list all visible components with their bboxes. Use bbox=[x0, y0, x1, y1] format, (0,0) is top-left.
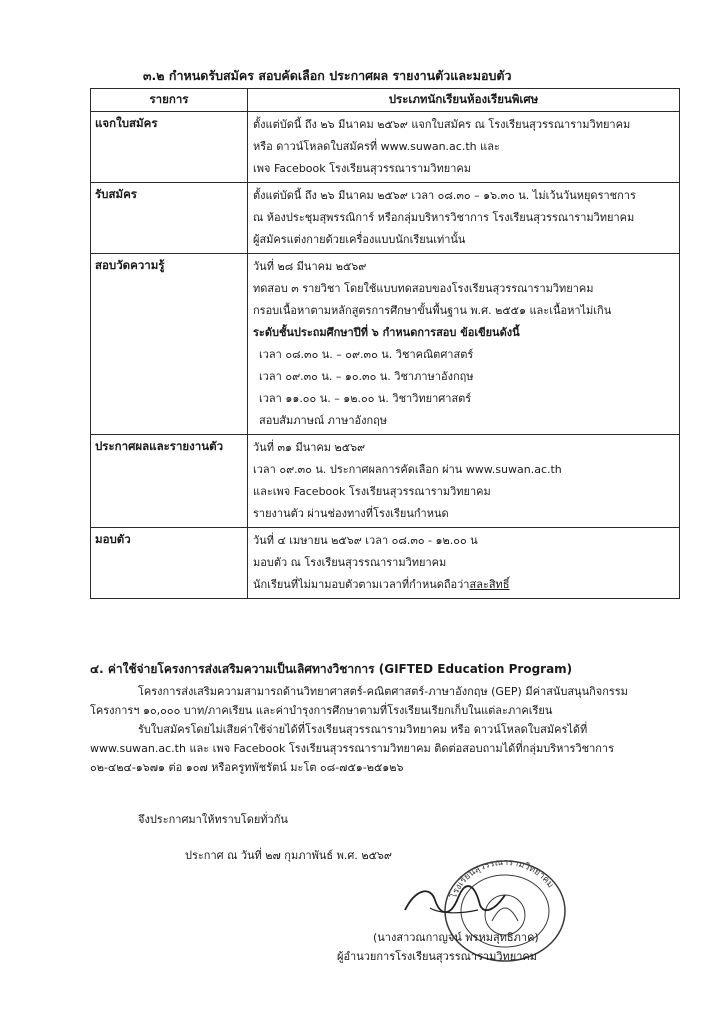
row-item-label: แจกใบสมัคร bbox=[91, 112, 248, 183]
detail-line: ตั้งแต่บัดนี้ ถึง ๒๖ มีนาคม ๒๕๖๙ แจกใบสมัคร ณ โรงเรียนสุวรรณารามวิทยาคม bbox=[253, 118, 631, 131]
detail-line: วันที่ ๔ เมษายน ๒๕๖๙ เวลา ๐๘.๓๐ - ๑๒.๐๐ น bbox=[253, 534, 478, 547]
detail-line: เวลา ๐๙.๓๐ น. ประกาศผลการคัดเลือก ผ่าน www.suwan.ac.th bbox=[253, 463, 562, 476]
header-detail: ประเภทนักเรียนห้องเรียนพิเศษ bbox=[248, 89, 680, 112]
exam-slot: เวลา ๐๙.๓๐ น. – ๑๐.๓๐ น. วิชาภาษาอังกฤษ bbox=[259, 370, 474, 383]
signature-icon bbox=[400, 880, 510, 925]
row-detail bbox=[248, 435, 680, 528]
table-row bbox=[91, 254, 680, 435]
schedule-table bbox=[90, 88, 680, 599]
detail-line: วันที่ ๓๑ มีนาคม ๒๕๖๙ bbox=[253, 441, 366, 454]
exam-slot: สอบสัมภาษณ์ ภาษาอังกฤษ bbox=[259, 414, 388, 427]
detail-line: เพจ Facebook โรงเรียนสุวรรณารามวิทยาคม bbox=[253, 162, 472, 175]
header-item: รายการ bbox=[91, 89, 248, 112]
row-item-label: สอบวัดความรู้ bbox=[91, 254, 248, 435]
detail-line-forfeit bbox=[253, 574, 675, 596]
detail-line: รายงานตัว ผ่านช่องทางที่โรงเรียนกำหนด bbox=[253, 507, 449, 520]
signer-title: ผู้อำนวยการโรงเรียนสุวรรณารามวิทยาคม bbox=[337, 950, 538, 963]
announcement-date: ประกาศ ณ วันที่ ๒๗ กุมภาพันธ์ พ.ศ. ๒๕๖๙ bbox=[185, 849, 392, 862]
forfeit-emphasis: สละสิทธิ์ bbox=[469, 578, 510, 591]
para-line: www.suwan.ac.th และ เพจ Facebook โรงเรียนสุวรรณารามวิทยาคม ติดต่อสอบถามได้ที่กลุ่มบริหารวิชาการ bbox=[90, 742, 615, 755]
exam-slot: เวลา ๑๑.๐๐ น. – ๑๒.๐๐ น. วิชาวิทยาศาสตร์ bbox=[259, 392, 472, 405]
table-row bbox=[91, 528, 680, 599]
row-item-label: มอบตัว bbox=[91, 528, 248, 599]
table-header-row bbox=[91, 89, 680, 112]
detail-line: ผู้สมัครแต่งกายด้วยเครื่องแบบนักเรียนเท่านั้น bbox=[253, 233, 466, 246]
row-detail bbox=[248, 183, 680, 254]
section-3-2-title: ๓.๒ กำหนดรับสมัคร สอบคัดเลือก ประกาศผล รายงานตัวและมอบตัว bbox=[143, 68, 512, 83]
forfeit-prefix: นักเรียนที่ไม่มามอบตัวตามเวลาที่กำหนดถือว่า bbox=[253, 578, 470, 591]
para-line: ๐๒-๔๒๔-๑๖๗๑ ต่อ ๑๐๗ หรือครูทพัชรัตน์ มะโต ๐๘-๗๕๑-๒๕๑๒๖ bbox=[90, 761, 404, 774]
detail-line: ทดสอบ ๓ รายวิชา โดยใช้แบบทดสอบของโรงเรียนสุวรรณารามวิทยาคม bbox=[253, 282, 594, 295]
para-line: รับใบสมัครโดยไม่เสียค่าใช้จ่ายได้ที่โรงเรียนสุวรรณารามวิทยาคม หรือ ดาวน์โหลดใบสมัครได้ที่ bbox=[138, 723, 588, 736]
row-item-label: ประกาศผลและรายงานตัว bbox=[91, 435, 248, 528]
detail-line: มอบตัว ณ โรงเรียนสุวรรณารามวิทยาคม bbox=[253, 556, 447, 569]
table-row bbox=[91, 183, 680, 254]
announcement-closing: จึงประกาศมาให้ทราบโดยทั่วกัน bbox=[138, 813, 288, 826]
row-detail bbox=[248, 112, 680, 183]
detail-line: กรอบเนื้อหาตามหลักสูตรการศึกษาขั้นพื้นฐาน พ.ศ. ๒๕๕๑ และเนื้อหาไม่เกิน bbox=[253, 304, 612, 317]
section-4-paragraph-2 bbox=[90, 720, 614, 777]
detail-line: ระดับชั้นประถมศึกษาปีที่ ๖ กำหนดการสอบ ข้อเขียนดังนี้ bbox=[253, 326, 520, 339]
row-item-label: รับสมัคร bbox=[91, 183, 248, 254]
table-row bbox=[91, 112, 680, 183]
para-line: โครงการฯ ๑๐,๐๐๐ บาท/ภาคเรียน และค่าบำรุงการศึกษาตามที่โรงเรียนเรียกเก็บในแต่ละภาคเรียน bbox=[90, 704, 553, 717]
row-detail bbox=[248, 254, 680, 435]
section-4-title: ๔. ค่าใช้จ่ายโครงการส่งเสริมความเป็นเลิศทางวิชาการ (GIFTED Education Program) bbox=[90, 662, 573, 676]
row-detail bbox=[248, 528, 680, 599]
signer-name: (นางสาวณกาญจน์ พรหมสุทธิภาค) bbox=[373, 931, 539, 944]
detail-line: ตั้งแต่บัดนี้ ถึง ๒๖ มีนาคม ๒๕๖๙ เวลา ๐๘.๓๐ – ๑๖.๓๐ น. ไม่เว้นวันหยุดราชการ bbox=[253, 189, 636, 202]
para-line: โครงการส่งเสริมความสามารถด้านวิทยาศาสตร์-คณิตศาสตร์-ภาษาอังกฤษ (GEP) มีค่าสนับสนุนกิจกรรม bbox=[138, 685, 628, 698]
detail-line: วันที่ ๒๘ มีนาคม ๒๕๖๙ bbox=[253, 260, 367, 273]
seal-lettering: โรงเรียนสุวรรณารามวิทยาคม bbox=[449, 857, 556, 901]
exam-slot: เวลา ๐๘.๓๐ น. – ๐๙.๓๐ น. วิชาคณิตศาสตร์ bbox=[259, 348, 474, 361]
detail-line: ณ ห้องประชุมสุพรรณิการ์ หรือกลุ่มบริหารวิชาการ โรงเรียนสุวรรณารามวิทยาคม bbox=[253, 211, 635, 224]
table-row bbox=[91, 435, 680, 528]
section-4-paragraph-1 bbox=[90, 682, 628, 720]
detail-line: หรือ ดาวน์โหลดใบสมัครที่ www.suwan.ac.th และ bbox=[253, 140, 500, 153]
detail-line: และเพจ Facebook โรงเรียนสุวรรณารามวิทยาคม bbox=[253, 485, 491, 498]
